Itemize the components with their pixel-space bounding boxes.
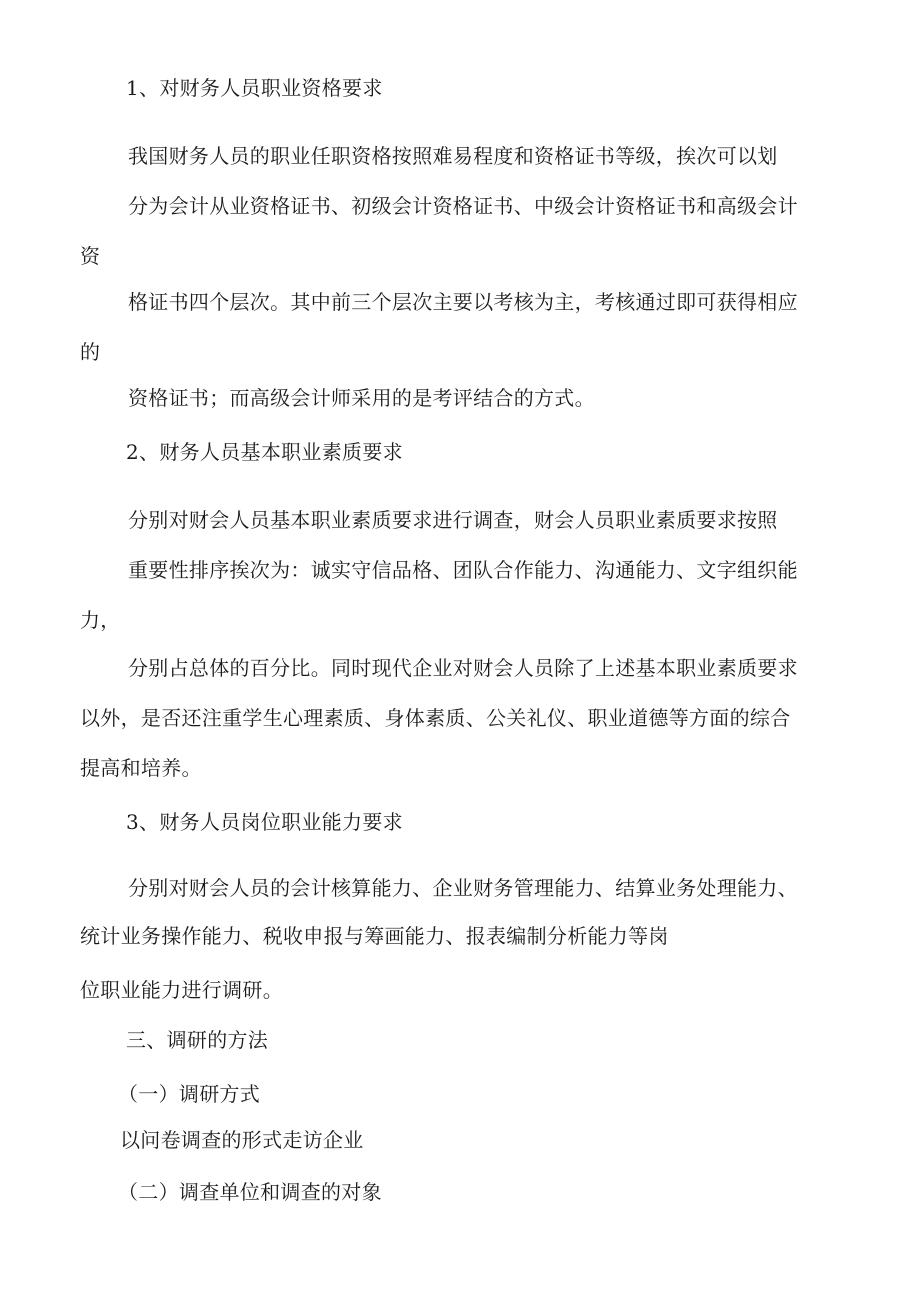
paragraph-line: 我国财务人员的职业任职资格按照难易程度和资格证书等级，挨次可以划: [128, 144, 778, 168]
subsection-2-heading: （二）调查单位和调查的对象: [118, 1180, 382, 1204]
part-3-heading: 三、调研的方法: [126, 1028, 269, 1052]
paragraph-line: 分为会计从业资格证书、初级会计资格证书、中级会计资格证书和高级会计: [128, 194, 798, 218]
paragraph-line: 资: [80, 244, 101, 268]
paragraph-line: 位职业能力进行调研。: [80, 978, 283, 1002]
section-2-heading: 2、财务人员基本职业素质要求: [126, 440, 403, 464]
paragraph-line: 力，: [80, 608, 121, 632]
paragraph-line: 分别对财会人员基本职业素质要求进行调查，财会人员职业素质要求按照: [128, 508, 778, 532]
paragraph-line: 格证书四个层次。其中前三个层次主要以考核为主，考核通过即可获得相应: [128, 290, 798, 314]
paragraph-line: 统计业务操作能力、税收申报与筹画能力、报表编制分析能力等岗: [80, 924, 669, 948]
subsection-1-text: 以问卷调查的形式走访企业: [120, 1128, 364, 1152]
paragraph-line: 提高和培养。: [80, 756, 202, 780]
paragraph-line: 分别占总体的百分比。同时现代企业对财会人员除了上述基本职业素质要求: [128, 656, 798, 680]
subsection-1-heading: （一）调研方式: [118, 1082, 261, 1106]
section-1-heading: 1、对财务人员职业资格要求: [126, 76, 383, 100]
paragraph-line: 分别对财会人员的会计核算能力、企业财务管理能力、结算业务处理能力、: [128, 876, 798, 900]
paragraph-line: 资格证书；而高级会计师采用的是考评结合的方式。: [128, 386, 595, 410]
paragraph-line: 重要性排序挨次为：诚实守信品格、团队合作能力、沟通能力、文字组织能: [128, 558, 798, 582]
paragraph-line: 的: [80, 340, 101, 364]
section-3-heading: 3、财务人员岗位职业能力要求: [126, 810, 403, 834]
paragraph-line: 以外，是否还注重学生心理素质、身体素质、公关礼仪、职业道德等方面的综合: [80, 706, 791, 730]
